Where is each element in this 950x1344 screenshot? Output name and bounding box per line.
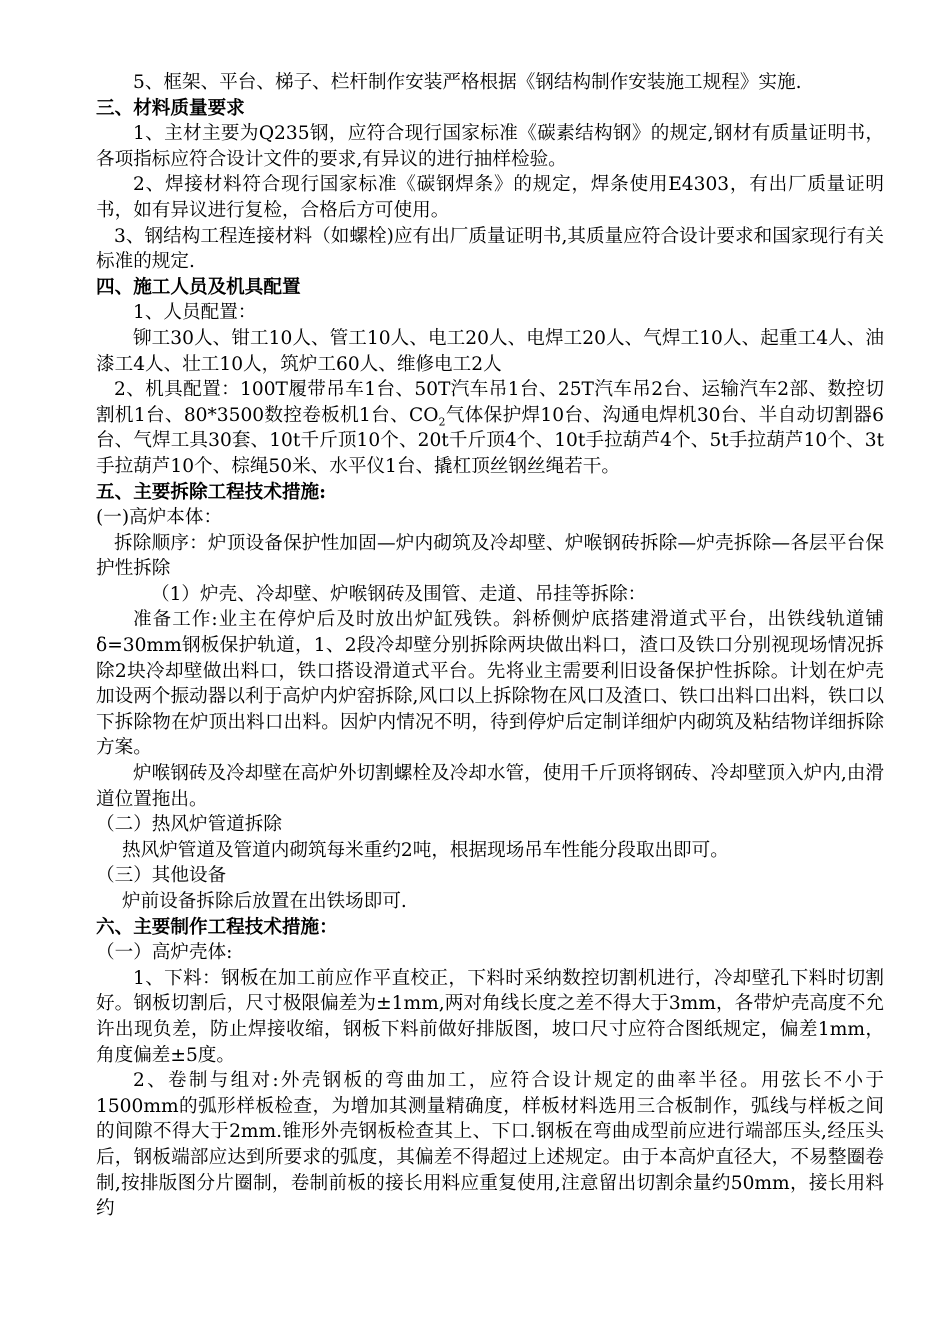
machinery-head: 2、机具配置：100T履带吊车1台、50T汽车吊1台、25T汽车吊2台、运输汽车2部、数控切割机1台、80*3500数控卷板机1台、CO [96, 379, 884, 426]
para-throat-brick: 炉喉钢砖及冷却壁在高炉外切割螺栓及冷却水管，使用千斤顶将钢砖、冷却壁顶入炉内,由滑道位置拖出。 [96, 763, 884, 810]
para-main-material: 1、主材主要为Q235钢，应符合现行国家标准《碳素结构钢》的规定,钢材有质量证明书，各项指标应符合设计文件的要求,有异议的进行抽样检验。 [96, 123, 884, 170]
para-personnel-title: 1、人员配置： [133, 302, 257, 324]
subheading-furnace-body: (一)高炉本体： [96, 507, 223, 529]
para-framework: 5、框架、平台、梯子、栏杆制作安装严格根据《钢结构制作安装施工规程》实施. [133, 72, 802, 93]
para-personnel-list: 铆工30人、钳工10人、管工10人、电工20人、电焊工20人、气焊工10人、起重工4人、油漆工4人、壮工10人，筑炉工60人、维修电工2人 [96, 327, 884, 375]
para-welding-material: 2、焊接材料符合现行国家标准《碳钢焊条》的规定，焊条使用E4303，有出厂质量证明书，如有异议进行复检，合格后方可使用。 [96, 174, 884, 221]
para-demolition-order: 拆除顺序：炉顶设备保护性加固—炉内砌筑及冷却壁、炉喉钢砖拆除—炉壳拆除—各层平台保护性拆除 [96, 532, 884, 580]
para-rolling-assembly: 2、卷制与组对:外壳钢板的弯曲加工，应符合设计规定的曲率半径。用弦长不小于1500mm的弧形样板检查，为增加其测量精确度，样板材料选用三合板制作，弧线与样板之间的间隙不得大于2mm.锥形外壳钢板检查其上、下口.钢板在弯曲成型前应进行端部压头,经压头后，钢板端部应达到所要求的弧度，其偏差不得超过上述规定。由于本高炉直径大，不易整圈卷制,按排版图分片圈制，卷制前板的接长用料应重复使用,注意留出切割余量约50mm，接长用料约 [96, 1070, 884, 1220]
subheading-other-equipment: （三）其他设备 [96, 865, 227, 887]
machinery-tail: 气体保护焊10台、沟通电焊机30台、半自动切割器6台、气焊工具30套、10t千斤顶10个、20t千斤顶4个、10t手拉葫芦4个、5t手拉葫芦10个、3t手拉葫芦10个、棕绳50米、水平仪1台、撬杠顶丝钢丝绳若干。 [96, 404, 884, 477]
para-connection-material: 3、钢结构工程连接材料（如螺栓)应有出厂质量证明书,其质量应符合设计要求和国家现行有关标准的规定. [96, 225, 884, 273]
para-shell-demolition-title: （1）炉壳、冷却壁、炉喉钢砖及围管、走道、吊挂等拆除： [151, 583, 647, 605]
para-other-equipment: 炉前设备拆除后放置在出铁场即可. [122, 891, 407, 912]
para-cutting: 1、下料：钢板在加工前应作平直校正，下料时采纳数控切割机进行，冷却壁孔下料时切割好。钢板切割后，尺寸极限偏差为±1mm,两对角线长度之差不得大于3mm，各带炉壳高度不允许出现负差，防止焊接收缩，钢板下料前做好排版图，坡口尺寸应符合图纸规定，偏差1mm，角度偏差±5度。 [96, 967, 884, 1066]
heading-personnel-machinery: 四、施工人员及机具配置 [96, 276, 301, 298]
co2-subscript: 2 [438, 415, 446, 429]
subheading-hot-blast-pipe: （二）热风炉管道拆除 [96, 814, 282, 836]
heading-fabrication-measures: 六、主要制作工程技术措施： [96, 916, 338, 938]
para-hot-blast-pipe: 热风炉管道及管道内砌筑每米重约2吨，根据现场吊车性能分段取出即可。 [122, 839, 729, 861]
para-preparation: 准备工作:业主在停炉后及时放出炉缸残铁。斜桥侧炉底搭建滑道式平台，出铁线轨道铺δ=30mm钢板保护轨道，1、2段冷却壁分别拆除两块做出料口，渣口及铁口分别视现场情况拆除2块冷却壁做出料口，铁口搭设滑道式平台。先将业主需要利旧设备保护性拆除。计划在炉壳加设两个振动器以利于高炉内炉窑拆除,风口以上拆除物在风口及渣口、铁口出料口出料，铁口以下拆除物在炉顶出料口出料。因炉内情况不明，待到停炉后定制详细炉内砌筑及粘结物详细拆除方案。 [96, 609, 884, 759]
heading-demolition-measures: 五、主要拆除工程技术措施: [96, 481, 326, 503]
heading-material-quality: 三、材料质量要求 [96, 97, 245, 119]
para-machinery [96, 377, 884, 479]
subheading-furnace-shell: （一）高炉壳体: [96, 942, 233, 964]
